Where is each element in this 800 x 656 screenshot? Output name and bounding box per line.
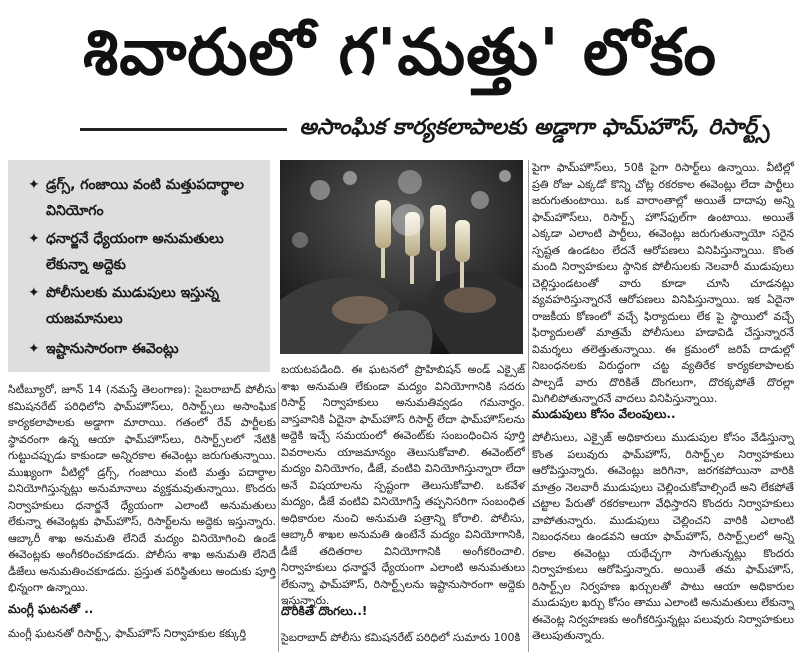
highlight-text: డ్రగ్స్, గంజాయి వంటి మత్తుపదార్థాల వినియోగం: [46, 177, 244, 219]
article-paragraph: సైబరాబాద్ పోలీసు కమిషనరేట్ పరిధిలో సుమారు 100కి: [281, 631, 521, 644]
column-divider: [528, 160, 529, 652]
article-paragraph: బయటపడింది. ఈ ఘటనలో ప్రొహిబిషన్ అండ్ ఎక్సైజ్ శాఖ అనుమతి లేకుండా మద్యం వినియోగానికి సదరు రిసార్ట్ నిర్వాహకులు అనుమతివ్వడం గమనార్హం. వాస్తవానికి ఏదైనా ఫామ్‌హౌస్ రిసార్ట్ లేదా ఫామ్‌హౌస్‌లను అద్దెకి ఇచ్చే సమయంలో ఈవెంట్‌కు సంబంధించిన పూర్తి వివరాలను యాజమాన్యం తెలుసుకోవాలి. ఈవెంట్‌లో మద్యం వినియోగం, డీజే, వంటివి వినియోగిస్తున్నారా లేదా అనే విషయాలను స్పష్టంగా తెలుసుకోవాలి. ఒకవేళ మద్యం, డీజే వంటివి వినియోగిస్తే తప్పనిసరిగా సంబంధిత అధికారుల నుంచి అనుమతి పత్రాన్ని కోరాలి. పోలీసు, ఆబ్కారీ శాఖల అనుమతి ఉంటేనే మద్యం వినియోగానికి, డీజే తదితరాల వినియోగానికి అంగీకరించాలి. నిర్వాహకులు ధనార్జనే ధ్యేయంగా ఎలాంటి అనుమతులు లేకున్నా ఫామ్‌హౌస్, రిసార్ట్స్‌లను ఇష్టానుసారంగా అద్దెకు ఇస్తున్నారు.: [281, 363, 525, 607]
bullet-icon: ✦: [28, 177, 40, 193]
subheadline-block: [80, 108, 770, 148]
article-paragraph: సిటీబ్యూరో, జూన్ 14 (నమస్తే తెలంగాణ): సైబరాబాద్ పోలీసు కమిషనరేట్ పరిధిలోని ఫామ్‌హౌస్‌లు, రిసార్ట్స్‌లు అసాంఘిక కార్యకలాపాలకు అడ్డాగా మారాయి. గతంలో రేవ్ పార్టీలకు స్థావరంగా ఉన్న ఆయా ఫామ్‌హౌస్‌లు, రిసార్ట్స్‌లలో నేటికీ గుట్టుచప్పుడు కాకుండా అన్నిరకాల ఈవెంట్లు జరుగుతున్నాయి. ముఖ్యంగా వీటిల్లో డ్రగ్స్, గంజాయి వంటి మత్తు పదార్థాల వినియోగిస్తున్నట్లు అనుమానాలు వ్యక్తమవుతున్నాయి. కొందరు నిర్వాహకులు ధనార్జనే ధ్యేయంగా ఎలాంటి అనుమతులు లేకున్నా ఈవెంట్లకు ఫామ్‌హౌస్, రిసార్ట్‌లను అద్దెకు ఇస్తున్నారు. ఆబ్కారీ శాఖ అనుమతి లేనిదే మద్యం వినియోగించి ఉండే ఈవెంట్లకు అంగీకరించకూడదు. పోలీసు శాఖ అనుమతి లేనిదే డీజేలు అనుమతించకూడదు. ప్రస్తుత పరిస్థితులు అందుకు పూర్తి భిన్నంగా ఉన్నాయి.: [8, 383, 276, 594]
subheadline: అసాంఘిక కార్యకలాపాలకు అడ్డాగా ఫామ్‌హౌస్, రిసార్ట్స్: [287, 108, 770, 148]
section-heading: ముడుపులు కోసం వేలంపులు..: [532, 407, 676, 421]
article-column-2-cont: [281, 630, 525, 647]
section-heading: మంగ్లీ ఘటనతో ..: [8, 602, 94, 616]
highlight-text: పోలీసులకు ముడుపులు ఇస్తున్న యజమానులు: [46, 285, 219, 327]
article-column-2: [281, 362, 525, 610]
article-column-1-cont: [8, 626, 276, 643]
highlights-box: [8, 160, 270, 372]
celebration-glasses-photo: [280, 160, 523, 354]
article-column-3: [532, 160, 794, 408]
section-heading: దొరికితే దొంగలు..!: [281, 604, 368, 618]
article-column-1: [8, 382, 276, 597]
article-paragraph: పోలీసులు, ఎక్సైజ్ అధికారులు ముడుపుల కోసం వేడిస్తున్నా కొంత పలువురు ఫామ్‌హౌస్, రిసార్ట్స్‌ల నిర్వాహకులు ఆరోపిస్తున్నారు. ఈవెంట్లు జరిగినా, జరగకపోయినా వారికి మాత్రం నెలవారీ ముడుపులు చెల్లించుకోవాల్సిందే అని లేకపోతే చట్టాల పేరుతో రకరకాలుగా వేధిస్తారని కొందరు నిర్వాహకులు వాపోతున్నారు. ముడుపులు చెల్లించని వారికి ఎలాంటి నిబంధనలు ఉండవని ఆయా ఫామ్‌హౌస్, రిసార్ట్స్‌లలో అన్ని రకాల ఈవెంట్లు యథేచ్ఛగా సాగుతున్నట్లు కొందరు నిర్వాహకులు ఆరోపిస్తున్నారు. అయితే తమ ఫామ్‌హౌస్, రిసార్ట్స్‌ల నిర్వహణ ఖర్చులతో పాటు ఆయా అధికారుల ముడుపుల ఖర్చు కోసం తాము ఎలాంటి అనుమతులు లేకున్నా ఈవెంట్ల నిర్వహణకు అంగీకరిస్తున్నట్లు పలువురు నిర్వాహకులు తెలుపుతున్నారు.: [532, 431, 794, 642]
article-column-3-cont: [532, 430, 794, 645]
headline: శివారులో గ'మత్తు' లోకం: [83, 16, 717, 90]
bullet-icon: ✦: [28, 231, 40, 247]
highlight-text: ధనార్జనే ధ్యేయంగా అనుమతులు లేకున్నా అద్దెకు: [46, 231, 224, 273]
article-paragraph: మంగ్లీ ఘటనతో రిసార్ట్స్, ఫామ్‌హౌస్ నిర్వాహకుల కక్కుర్తి: [8, 627, 247, 640]
bullet-icon: ✦: [28, 285, 40, 301]
article-paragraph: పైగా ఫామ్‌హౌస్‌లు, 50కి పైగా రిసార్ట్‌లు ఉన్నాయి. వీటిల్లో ప్రతి రోజు ఎక్కడో కొన్ని చోట్ల రకరకాల ఈవెంట్లు లేదా పార్టీలు జరుగుతుంటాయి. ఒక వారాంతాల్లో అయితే దాదాపు అన్ని ఫామ్‌హౌస్‌లు, రిసార్ట్స్ హౌస్‌ఫుల్‌గా ఉంటాయి. అయితే ఎక్కడా ఎలాంటి పార్టీలు, ఈవెంట్లు జరుగుతున్నాయో సరైన స్పష్టత ఉండటం లేదనే ఆరోపణలు వినిపిస్తున్నాయి. కొంత మంది నిర్వాహకులు స్థానిక పోలీసులకు నెలవారీ ముడుపులు చెల్లిస్తుండటంతో వారు కూడా చూసి చూడనట్లు వ్యవహరిస్తున్నారనే ఆరోపణలు వినిపిస్తున్నాయి. ఇక ఏదైనా రాజకీయ కోణంలో వచ్చే ఫిర్యాదులు లేక పై స్థాయిలో వచ్చే ఫిర్యాదులతో మాత్రమే పోలీసులు హడావిడి చేస్తున్నారనే విమర్శలు తలెత్తుతున్నాయి. ఈ క్రమంలో జరిపే దాడుల్లో నిబంధనలకు విరుద్ధంగా చట్ట వ్యతిరేక కార్యకలాపాలకు పాల్పడే వారు దొరికితే దొంగలుగా, దొరక్కపోతే దొరల్లా మిగిలిపోతున్నారనే వాదలు వినిపిస్తున్నాయి.: [532, 161, 794, 405]
column-divider: [278, 382, 279, 652]
highlight-text: ఇష్టానుసారంగా ఈవెంట్లు: [46, 341, 179, 357]
photo-illustration: [280, 160, 523, 354]
bullet-icon: ✦: [28, 341, 40, 357]
